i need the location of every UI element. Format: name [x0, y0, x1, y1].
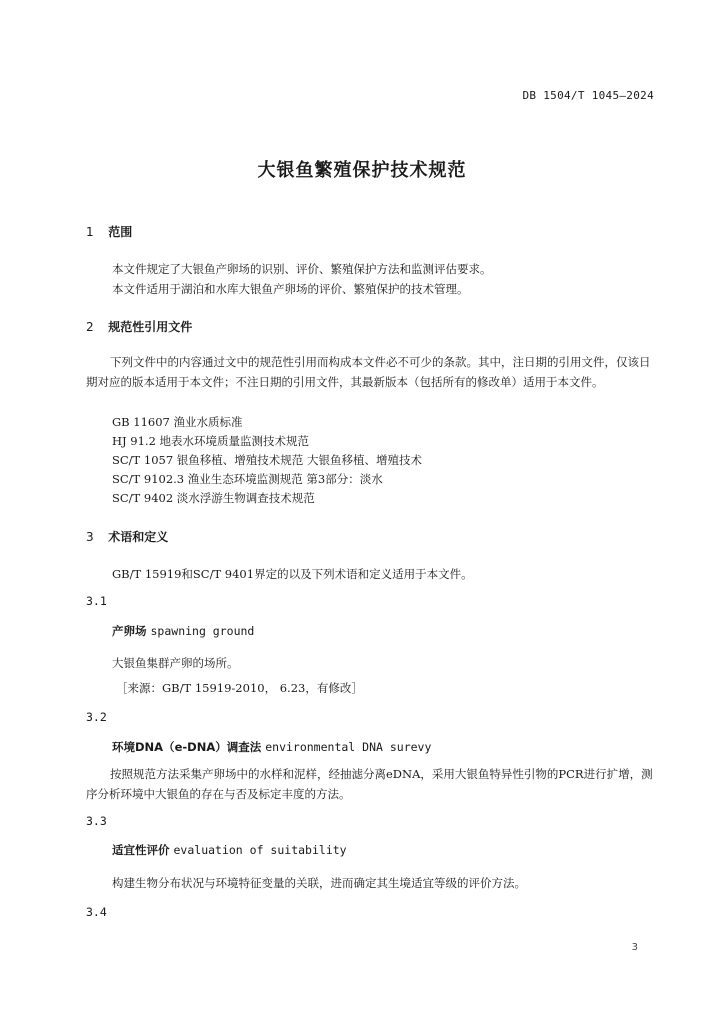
term-number: 3.1 — [86, 594, 107, 608]
reference-item: SC/T 9102.3 渔业生态环境监测规范 第3部分：淡水 — [112, 472, 383, 486]
document-title: 大银鱼繁殖保护技术规范 — [257, 160, 467, 181]
document-code: DB 1504/T 1045—2024 — [522, 89, 654, 102]
term-heading — [112, 842, 347, 858]
reference-item: HJ 91.2 地表水环境质量监测技术规范 — [112, 434, 310, 448]
reference-item: GB 11607 渔业水质标准 — [112, 415, 243, 429]
terms-intro: GB/T 15919和SC/T 9401界定的以及下列术语和定义适用于本文件。 — [112, 567, 473, 581]
reference-item: SC/T 9402 淡水浮游生物调查技术规范 — [112, 491, 315, 505]
section-title: 范围 — [108, 225, 133, 239]
term-heading — [112, 739, 431, 755]
section-title: 规范性引用文件 — [108, 320, 193, 334]
reference-item: SC/T 1057 银鱼移植、增殖技术规范 大银鱼移植、增殖技术 — [112, 453, 422, 467]
term-chinese: 产卵场 — [112, 624, 147, 638]
term-english: spawning ground — [150, 624, 255, 638]
section-1-heading — [86, 223, 132, 240]
section-number: 1 — [86, 225, 94, 239]
page-number: 3 — [631, 942, 638, 953]
term-source: ［来源：GB/T 15919-2010， 6.23，有修改］ — [116, 681, 363, 695]
section-number: 2 — [86, 320, 94, 334]
term-definition: 大银鱼集群产卵的场所。 — [112, 656, 239, 670]
term-english: evaluation of suitability — [173, 843, 347, 857]
normative-references-intro: 下列文件中的内容通过文中的规范性引用而构成本文件必不可少的条款。其中，注日期的引用文件，仅该日期对应的版本适用于本文件；不注日期的引用文件，其最新版本（包括所有的修改单）适用于本文件。 — [86, 355, 651, 389]
term-english: environmental DNA surevy — [265, 740, 432, 754]
section-title: 术语和定义 — [108, 530, 169, 544]
section-number: 3 — [86, 530, 94, 544]
term-chinese: 环境DNA（e-DNA）调查法 — [112, 740, 262, 754]
term-definition: 按照规范方法采集产卵场中的水样和泥样，经抽滤分离eDNA，采用大银鱼特异性引物的PCR进行扩增，测序分析环境中大银鱼的存在与否及标定丰度的方法。 — [86, 767, 653, 801]
term-number: 3.4 — [86, 905, 107, 919]
scope-paragraph-2: 本文件适用于湖泊和水库大银鱼产卵场的评价、繁殖保护的技术管理。 — [112, 282, 469, 296]
scope-paragraph-1: 本文件规定了大银鱼产卵场的识别、评价、繁殖保护方法和监测评估要求。 — [112, 262, 492, 276]
term-definition: 构建生物分布状况与环境特征变量的关联，进而确定其生境适宜等级的评价方法。 — [112, 876, 526, 890]
term-chinese: 适宜性评价 — [112, 843, 170, 857]
term-number: 3.2 — [86, 710, 107, 724]
term-heading — [112, 623, 254, 639]
term-number: 3.3 — [86, 814, 107, 828]
section-2-heading — [86, 318, 192, 335]
section-3-heading — [86, 528, 168, 545]
